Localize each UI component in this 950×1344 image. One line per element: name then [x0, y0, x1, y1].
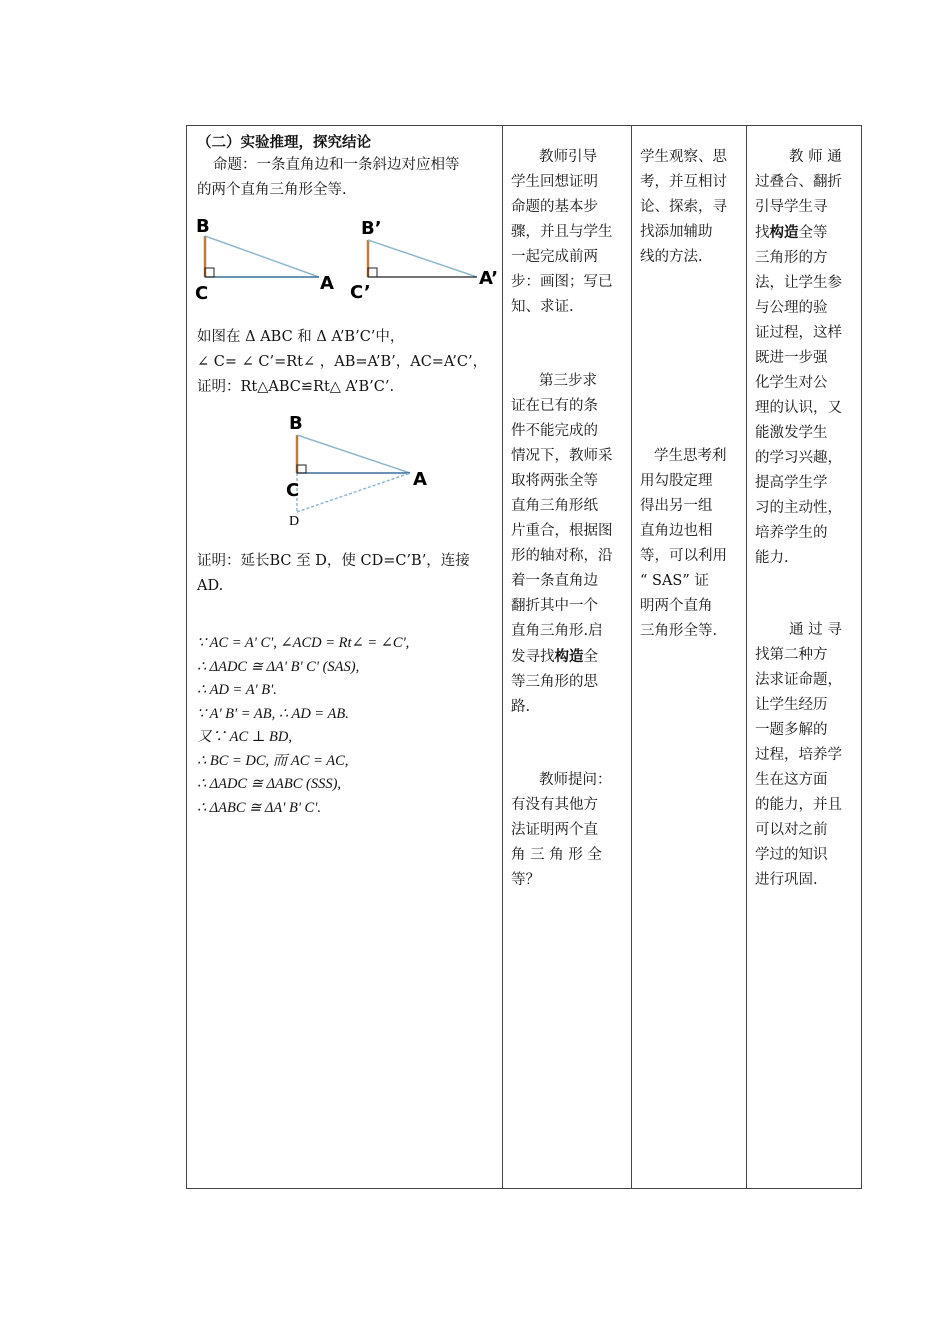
section-heading: （二）实验推理，探究结论 — [197, 135, 371, 151]
proposition-line1: 命题：一条直角边和一条斜边对应相等 — [213, 157, 460, 173]
design-intent-column — [747, 126, 862, 1188]
triangle-figures — [187, 206, 503, 306]
given-line3: 证明：Rt△ABC≌Rt△ A’B’C’. — [197, 379, 395, 395]
label-A-prime: A’ — [479, 268, 499, 289]
label-A: A — [320, 273, 334, 294]
triangle-a-prime — [350, 218, 498, 303]
proof-step: 又∵ AC ⊥ BD, — [197, 729, 292, 745]
teacher-activity-column — [503, 126, 632, 1188]
triangle-abc — [195, 216, 334, 304]
design-intent-text-1: 教 师 通 过叠合、翻折 引导学生寻 找构造全等 三角形的方 法，让学生参 与公理的验 证过程，这样 既进一步强 化学生对公 理的认识，又 能激发学生 的学习兴趣， 提高学生学 习的主动性， 培养学生的 能力. — [755, 149, 842, 566]
proof-intro-line1: 证明：延长BC 至 D，使 CD=C’B’，连接 — [197, 553, 470, 569]
proof-step: ∵ A' B' = AB, ∴ AD = AB. — [197, 705, 349, 722]
given-line1: 如图在 Δ ABC 和 Δ A’B’C’中， — [197, 329, 405, 345]
proof-steps — [197, 632, 409, 820]
teacher-third-step-text: 第三步求 证在已有的条 件不能完成的 情况下，教师采 取将两张全等 直角三角形纸 片重合，根据图 形的轴对称，沿 着一条直角边 翻折其中一个 直角三角形.启 发寻找构造全 等三角形的思 路. — [511, 373, 613, 715]
lesson-table — [186, 125, 862, 1189]
label-B: B — [289, 413, 303, 434]
construction-figure — [277, 409, 437, 534]
label-C: C — [195, 283, 209, 304]
proof-step: ∴ ΔADC ≅ ΔA' B' C' (SAS), — [197, 658, 360, 675]
teacher-guidance-text: 教师引导 学生回想证明 命题的基本步 骤，并且与学生 一起完成前两 步：画图；写已 知、求证. — [511, 149, 613, 315]
proof-step: ∴ BC = DC, 而 AC = AC, — [197, 752, 349, 769]
proof-intro-line2: AD. — [197, 578, 224, 594]
proof-step: ∴ AD = A' B'. — [197, 682, 277, 698]
label-C-prime: C’ — [350, 282, 371, 303]
proposition-line2: 的两个直角三角形全等. — [197, 182, 347, 198]
design-intent-text-2: 通 过 寻 找第二种方 法求证命题， 让学生经历 一题多解的 过程，培养学 生在这方面 的能力，并且 可以对之前 学过的知识 进行巩固. — [755, 622, 842, 888]
label-B-prime: B’ — [361, 218, 382, 239]
proof-step: ∵ AC = A' C', ∠ACD = Rt∠ = ∠C', — [197, 635, 410, 651]
student-activity-column — [632, 126, 747, 1188]
given-line2: ∠ C= ∠ C’=Rt∠ ，AB=A’B’，AC=A’C’， — [197, 354, 488, 370]
label-B: B — [196, 216, 210, 237]
proof-step: ∴ ΔADC ≅ ΔABC (SSS), — [197, 776, 342, 792]
student-observe-text: 学生观察、思 考，并互相讨 论、探索，寻 找添加辅助 线的方法. — [640, 149, 727, 265]
label-C: C — [286, 480, 300, 501]
label-A: A — [413, 469, 427, 490]
label-D: D — [289, 514, 300, 529]
proof-step: ∴ ΔABC ≅ ΔA' B' C'. — [197, 799, 321, 816]
teacher-question-text: 教师提问： 有没有其他方 法证明两个直 角 三 角 形 全 等？ — [511, 772, 612, 888]
content-column — [187, 126, 503, 1188]
student-think-text: 学生思考利 用勾股定理 得出另一组 直角边也相 等，可以利用 “ SAS” 证 明两个直角 三角形全等. — [640, 448, 727, 639]
